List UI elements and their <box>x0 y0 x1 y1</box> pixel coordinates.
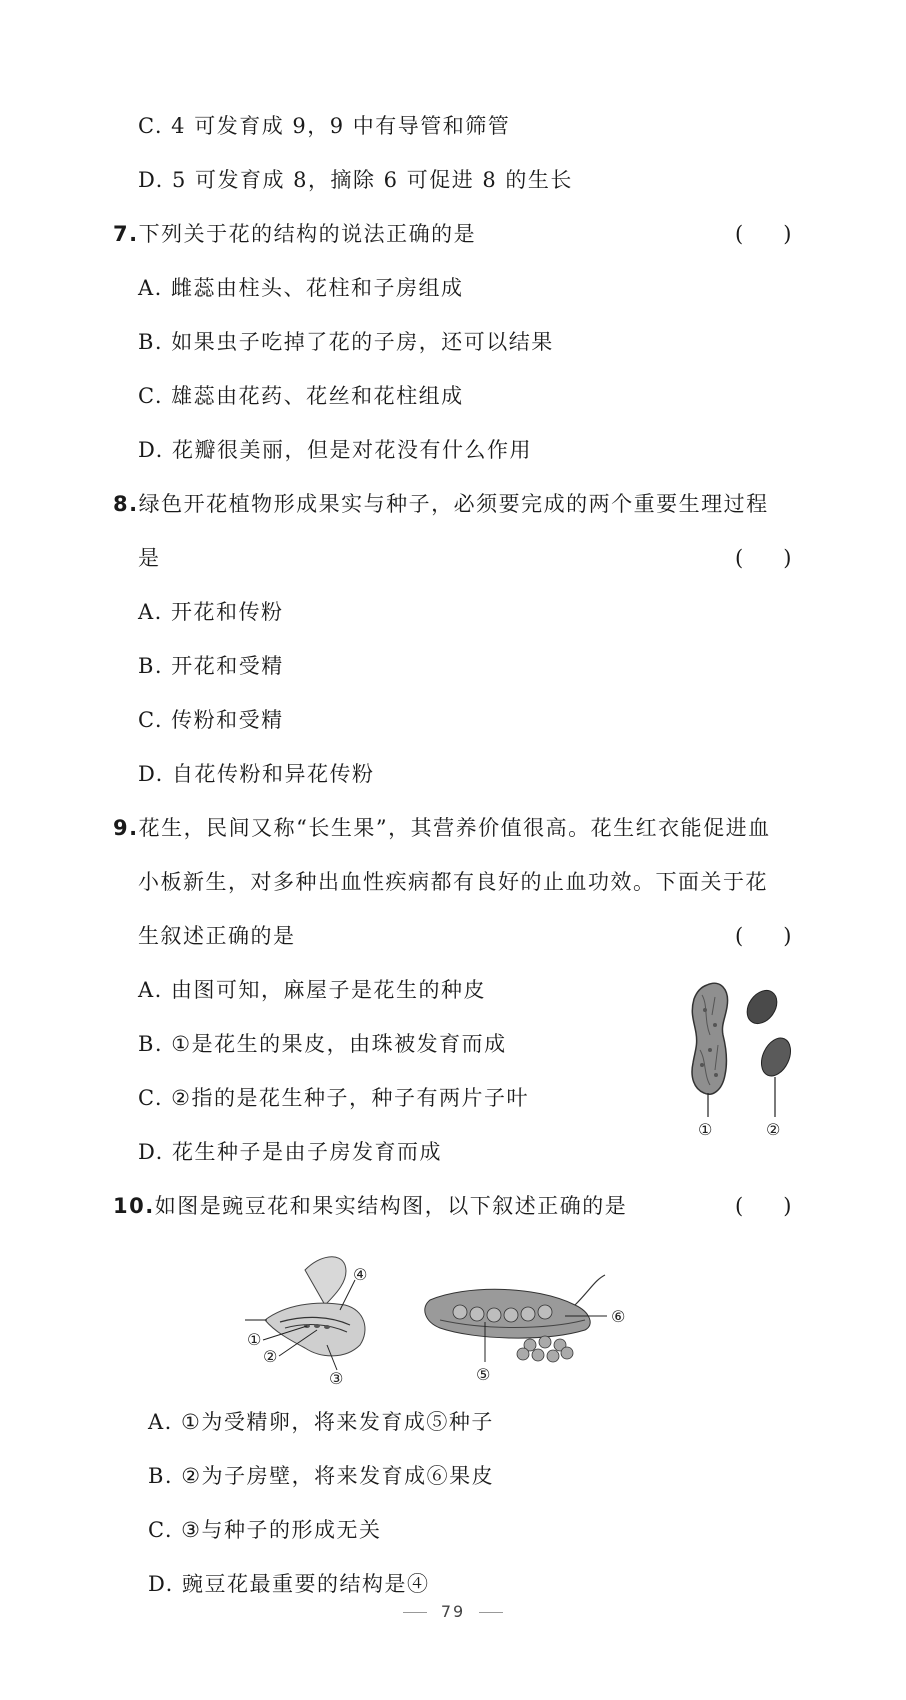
q10-text: 如图是豌豆花和果实结构图，以下叙述正确的是 <box>154 1194 628 1218</box>
q10-option-b: B. ②为子房壁，将来发育成⑥果皮 <box>148 1464 495 1488</box>
q9-option-c: C. ②指的是花生种子，种子有两片子叶 <box>138 1086 529 1110</box>
pea-flower-image <box>245 1257 368 1356</box>
q8-option-b: B. 开花和受精 <box>138 654 284 678</box>
pea-pod-image <box>425 1275 605 1362</box>
q10-option-a: A. ①为受精卵，将来发育成⑤种子 <box>148 1410 494 1434</box>
q9-stem-line1 <box>113 814 771 842</box>
page-footer <box>0 1602 906 1621</box>
pea-figure <box>245 1250 665 1390</box>
q9-option-b: B. ①是花生的果皮，由珠被发育而成 <box>138 1032 507 1056</box>
q8-answer-blank: ( ) <box>735 546 792 570</box>
q8-option-a: A. 开花和传粉 <box>138 600 284 624</box>
q8-stem-line1 <box>113 490 769 518</box>
label-1: ① <box>698 1120 713 1139</box>
pod-label-6: ⑥ <box>611 1307 626 1326</box>
q9-text1: 花生，民间又称“长生果”，其营养价值很高。花生红衣能促进血 <box>138 816 771 840</box>
q7-option-c: C. 雄蕊由花药、花丝和花柱组成 <box>138 384 464 408</box>
pod-label-5: ⑤ <box>476 1365 491 1384</box>
footer-dash-right <box>479 1612 503 1613</box>
q7-option-b: B. 如果虫子吃掉了花的子房，还可以结果 <box>138 330 554 354</box>
q10-stem <box>113 1192 627 1220</box>
q7-answer-blank: ( ) <box>735 222 792 246</box>
q9-option-d: D. 花生种子是由子房发育而成 <box>138 1140 442 1164</box>
q9-answer-blank: ( ) <box>735 924 792 948</box>
label-2: ② <box>766 1120 781 1139</box>
peanut-seeds-image <box>741 985 796 1081</box>
q9-number: 9. <box>113 816 139 840</box>
q8-number: 8. <box>113 492 139 516</box>
q7-option-d: D. 花瓣很美丽，但是对花没有什么作用 <box>138 438 532 462</box>
q10-option-c: C. ③与种子的形成无关 <box>148 1518 382 1542</box>
q7-option-a: A. 雌蕊由柱头、花柱和子房组成 <box>138 276 464 300</box>
peanut-figure <box>680 975 800 1140</box>
flower-label-3: ③ <box>329 1369 344 1388</box>
q8-stem-line2: 是 <box>138 546 161 570</box>
q9-stem-line2: 小板新生，对多种出血性疾病都有良好的止血功效。下面关于花 <box>138 870 768 894</box>
q7-stem <box>113 220 476 248</box>
flower-label-4: ④ <box>353 1265 368 1284</box>
q8-option-c: C. 传粉和受精 <box>138 708 284 732</box>
page-number: 79 <box>440 1602 466 1621</box>
q8-option-d: D. 自花传粉和异花传粉 <box>138 762 375 786</box>
q7-number: 7. <box>113 222 139 246</box>
flower-label-1: ① <box>247 1330 262 1349</box>
q9-option-a: A. 由图可知，麻屋子是花生的种皮 <box>138 978 487 1002</box>
peanut-pod-image <box>692 983 728 1094</box>
q10-option-d: D. 豌豆花最重要的结构是④ <box>148 1572 430 1596</box>
q10-answer-blank: ( ) <box>735 1194 792 1218</box>
footer-dash-left <box>403 1612 427 1613</box>
q9-stem-line3: 生叙述正确的是 <box>138 924 296 948</box>
q8-text1: 绿色开花植物形成果实与种子，必须要完成的两个重要生理过程 <box>138 492 769 516</box>
flower-label-2: ② <box>263 1347 278 1366</box>
q7-text: 下列关于花的结构的说法正确的是 <box>138 222 477 246</box>
q10-number: 10. <box>113 1194 155 1218</box>
prev-option-c: C. 4 可发育成 9，9 中有导管和筛管 <box>138 114 511 138</box>
prev-option-d: D. 5 可发育成 8，摘除 6 可促进 8 的生长 <box>138 168 573 192</box>
